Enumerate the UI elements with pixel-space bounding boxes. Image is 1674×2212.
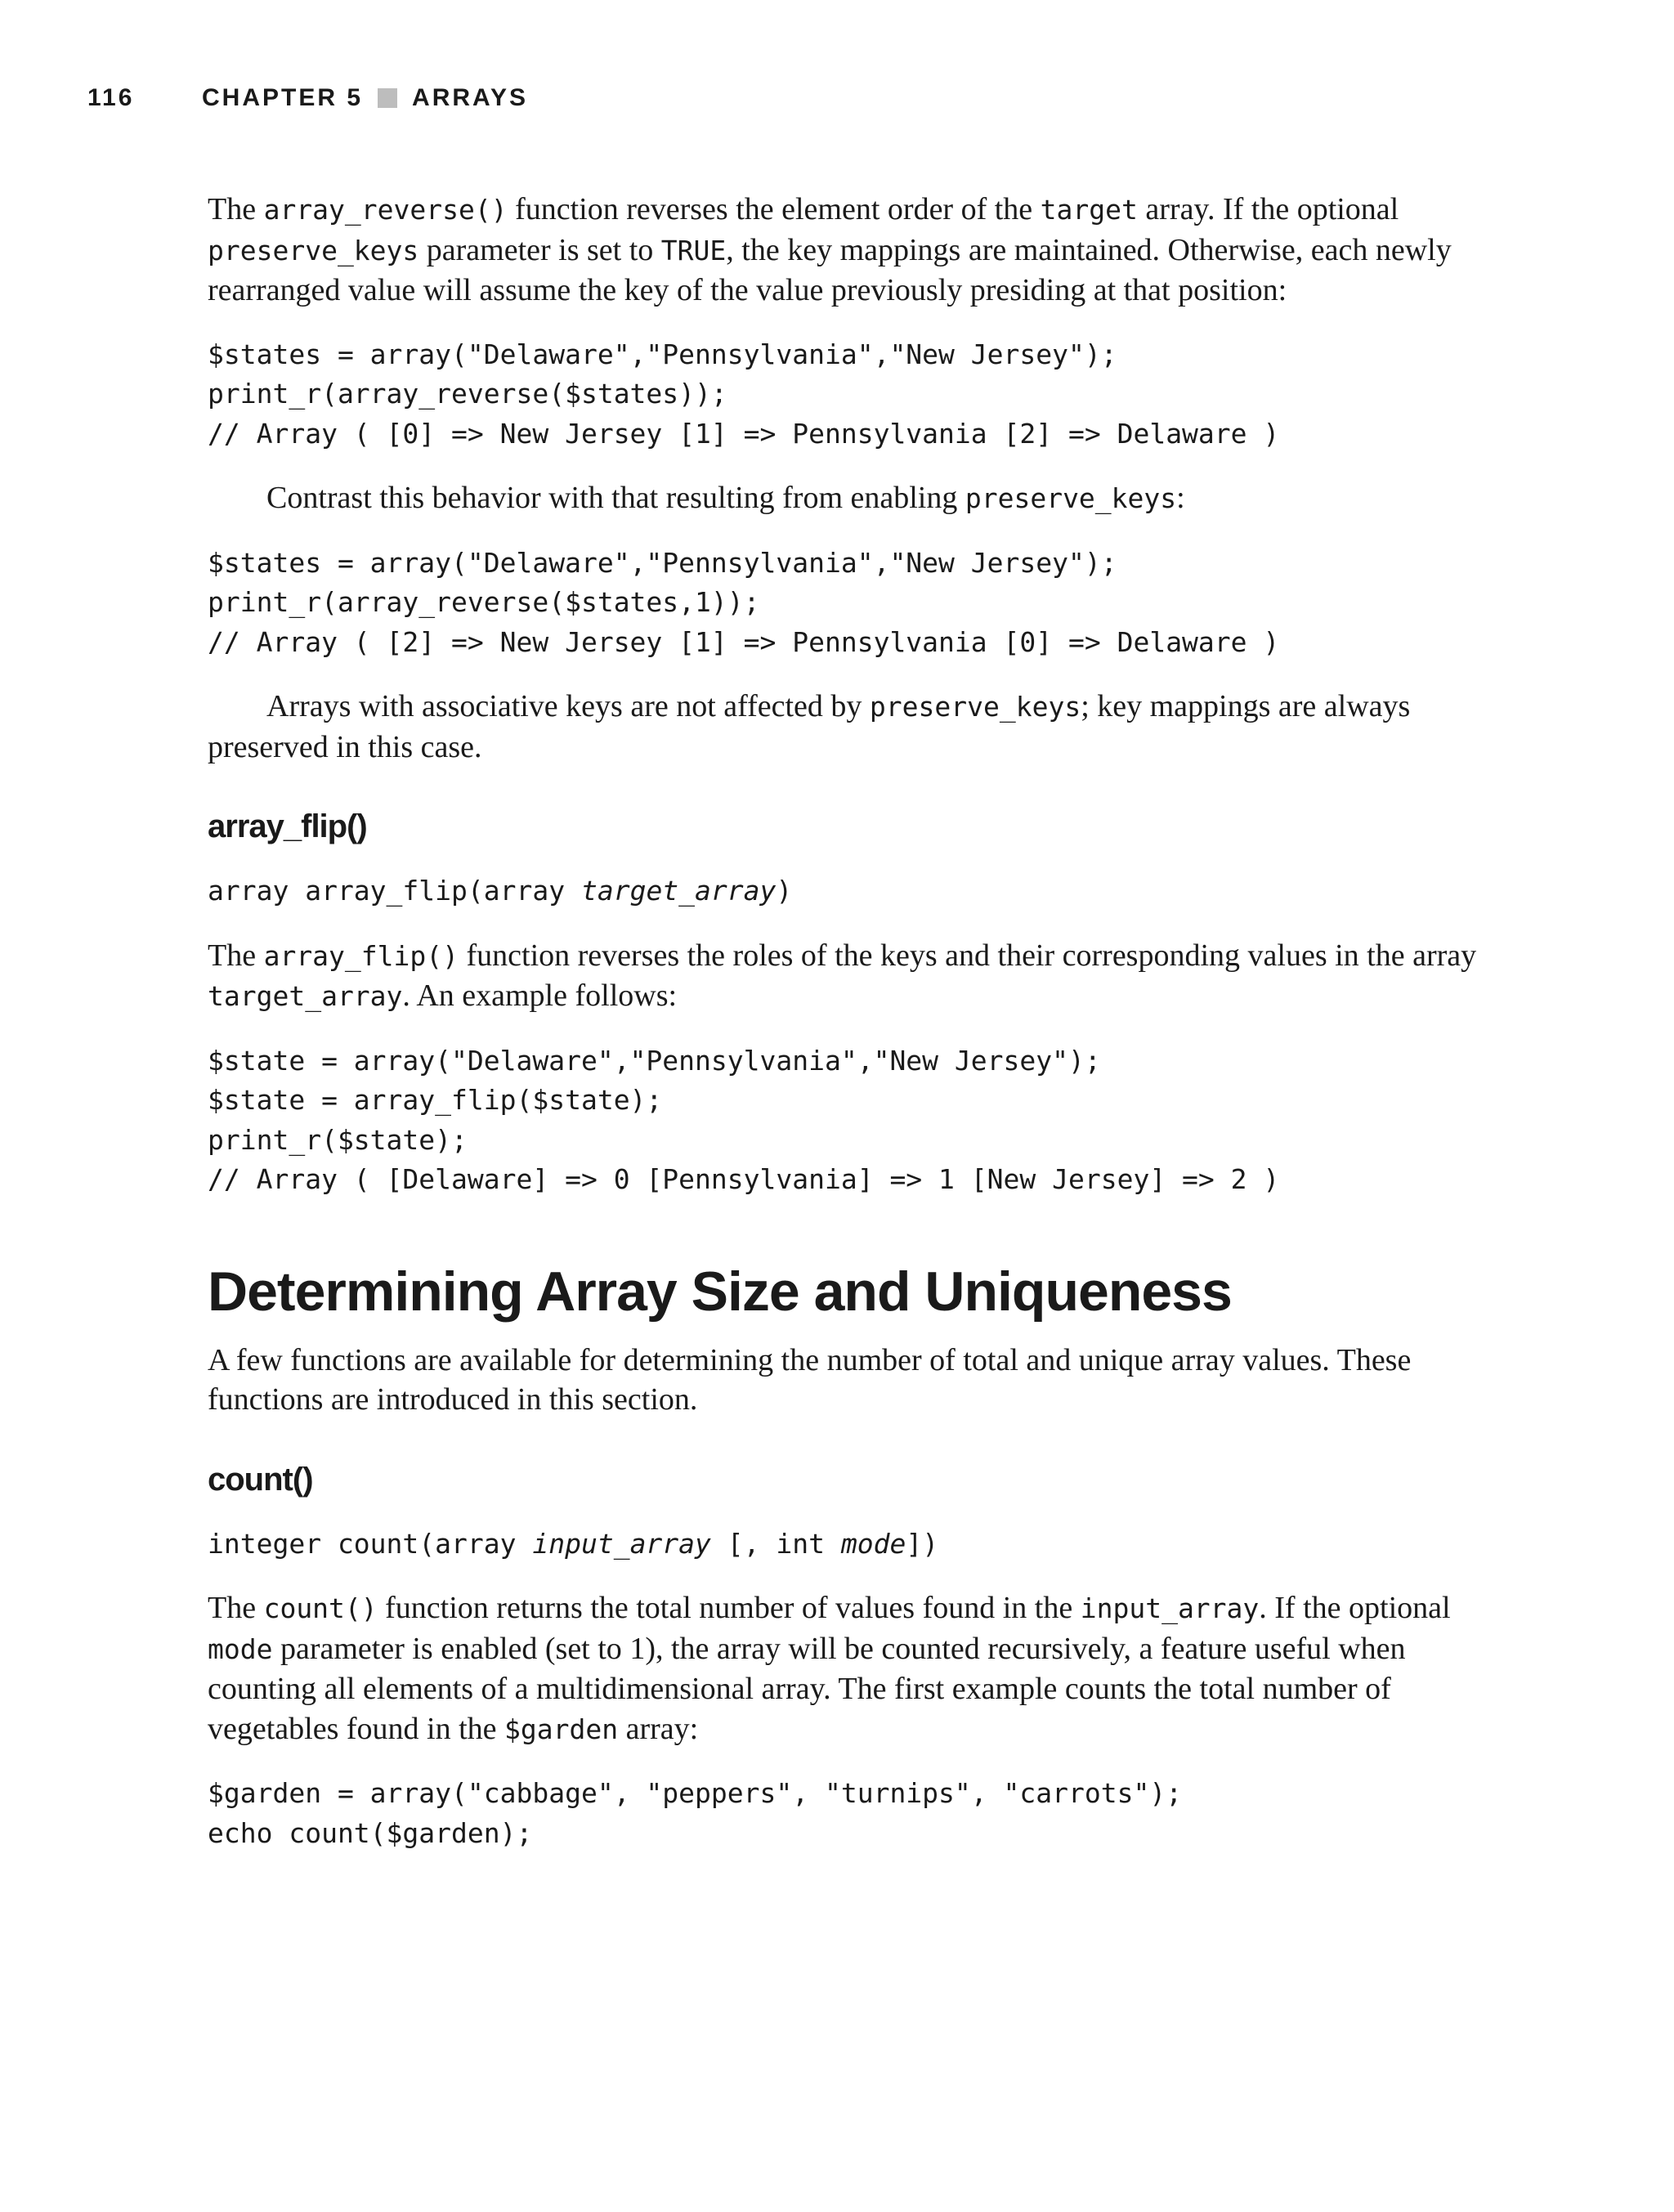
code-block-reverse: $states = array("Delaware","Pennsylvania","New Jersey"); print_r(array_reverse($states)); // Array ( [0] => New Jersey [1] => Pennsylvania [2] => Delaware ) bbox=[208, 338, 1280, 450]
section-label: ARRAYS bbox=[412, 84, 528, 111]
signature-count: integer count(array input_array [, int mode]) bbox=[208, 1527, 939, 1560]
paragraph-size-intro: A few functions are available for determining the number of total and unique array values. These functions are introduced in this section. bbox=[208, 1342, 1412, 1417]
heading-array-size: Determining Array Size and Uniqueness bbox=[208, 1260, 1232, 1323]
paragraph-array-reverse: The array_reverse() function reverses the element order of the target array. If the optional preserve_keys parameter is set to TRUE, the key mappings are maintained. Otherwise, each newly rearranged value will assume the key of the value previously presiding at that position: bbox=[208, 192, 1452, 307]
page-body bbox=[208, 190, 1483, 1853]
signature-array-flip: array array_flip(array target_array) bbox=[208, 875, 793, 907]
chapter-label: CHAPTER 5 bbox=[202, 84, 364, 111]
code-block-reverse-preserve: $states = array("Delaware","Pennsylvania","New Jersey"); print_r(array_reverse($states,1)); // Array ( [2] => New Jersey [1] => Pennsylvania [0] => Delaware ) bbox=[208, 546, 1280, 658]
page-number: 116 bbox=[87, 84, 135, 111]
paragraph-array-flip: The array_flip() function reverses the roles of the keys and their corresponding values in the array target_array. An example follows: bbox=[208, 938, 1477, 1013]
code-block-flip: $state = array("Delaware","Pennsylvania","New Jersey"); $state = array_flip($state); print_r($state); // Array ( [Delaware] => 0 [Pennsylvania] => 1 [New Jersey] => 2 ) bbox=[208, 1044, 1280, 1195]
paragraph-contrast: Contrast this behavior with that resulting from enabling preserve_keys: bbox=[266, 481, 1185, 515]
paragraph-count: The count() function returns the total number of values found in the input_array. If the optional mode parameter is enabled (set to 1), the array will be counted recursively, a feature useful when counting all elements of a multidimensional array. The first example counts the total number of vegetables found in the $garden array: bbox=[208, 1591, 1451, 1746]
paragraph-associative: Arrays with associative keys are not affected by preserve_keys; key mappings are always preserved in this case. bbox=[208, 689, 1411, 764]
square-separator-icon bbox=[378, 88, 397, 108]
heading-array-flip: array_flip() bbox=[208, 808, 367, 844]
code-block-count: $garden = array("cabbage", "peppers", "turnips", "carrots"); echo count($garden); bbox=[208, 1777, 1183, 1849]
running-header bbox=[87, 82, 528, 114]
heading-count: count() bbox=[208, 1461, 313, 1498]
